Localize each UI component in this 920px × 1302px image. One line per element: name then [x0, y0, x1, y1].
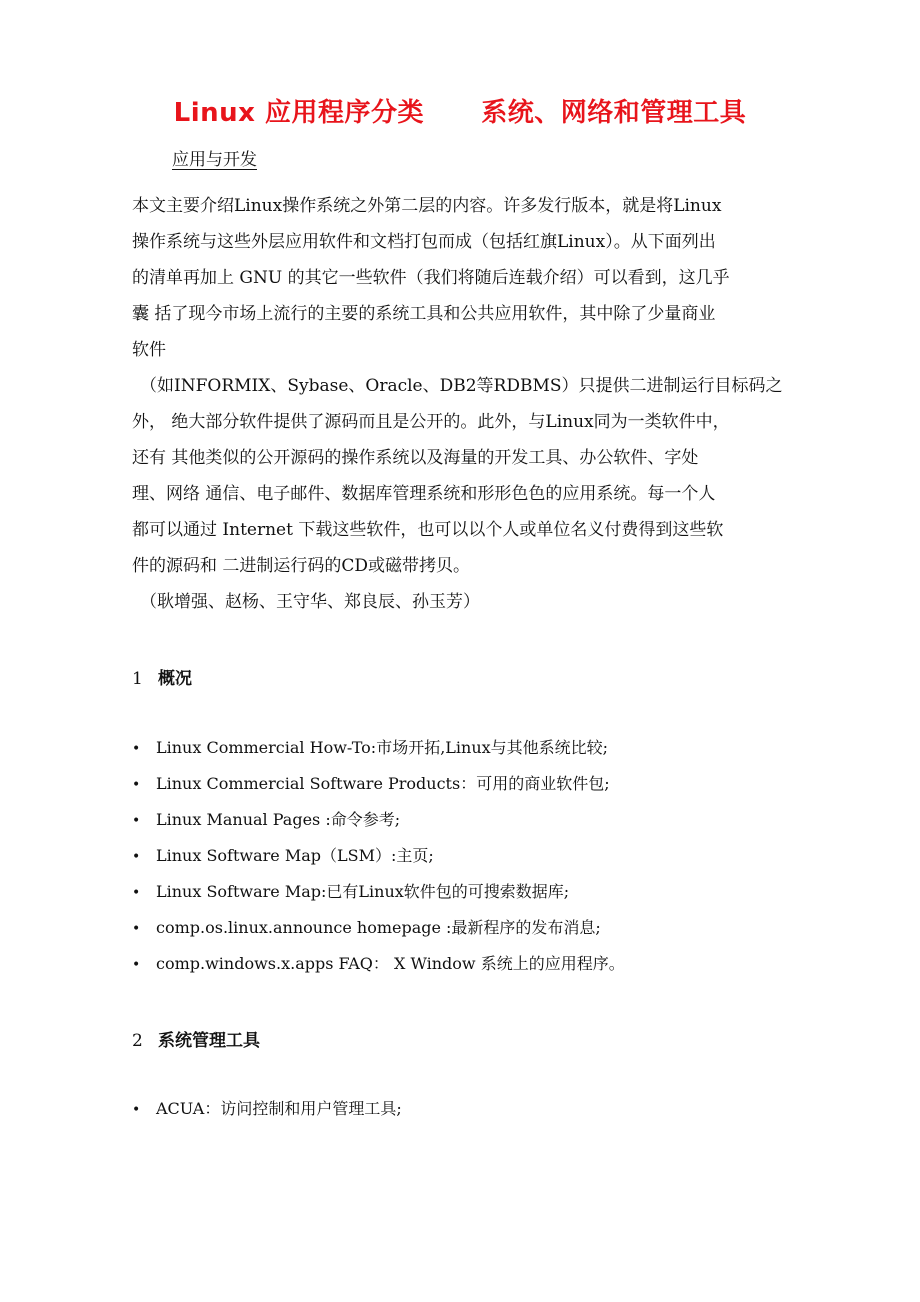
list-item-text: Linux Software Map:已有Linux软件包的可搜索数据库; [156, 882, 570, 901]
section-heading-1 [132, 664, 192, 689]
intro-line: 外， 绝大部分软件提供了源码而且是公开的。此外，与Linux同为一类软件中， [132, 412, 730, 432]
document-subtitle: 应用与开发 [172, 150, 257, 170]
list-item-text: Linux Software Map（LSM）:主页; [156, 846, 434, 865]
intro-line: 件的源码和 二进制运行码的CD或磁带拷贝。 [132, 556, 471, 576]
intro-line: （如INFORMIX、Sybase、Oracle、DB2等RDBMS）只提供二进制运行目标码之 [140, 376, 783, 396]
list-item [132, 910, 625, 946]
section-number: 1 [132, 669, 143, 689]
list-item-text: Linux Commercial Software Products：可用的商业软件包; [156, 774, 610, 793]
intro-paragraph [132, 188, 792, 620]
list-item [132, 874, 625, 910]
bullet-icon: • [132, 957, 141, 973]
intro-line: 的清单再加上 GNU 的其它一些软件（我们将随后连载介绍）可以看到，这几乎 [132, 268, 730, 288]
section-1-list [132, 730, 625, 982]
authors-line: （耿增强、赵杨、王守华、郑良辰、孙玉芳） [140, 592, 480, 612]
intro-line: 操作系统与这些外层应用软件和文档打包而成（包括红旗Linux）。从下面列出 [132, 232, 716, 252]
section-title: 概况 [158, 669, 192, 689]
bullet-icon: • [132, 921, 141, 937]
intro-line: 都可以通过 Internet 下载这些软件，也可以以个人或单位名义付费得到这些软 [132, 520, 724, 540]
list-item [132, 766, 625, 802]
document-title: Linux 应用程序分类 系统、网络和管理工具 [173, 98, 747, 128]
intro-line: 囊 括了现今市场上流行的主要的系统工具和公共应用软件，其中除了少量商业 [132, 304, 716, 324]
bullet-icon: • [132, 741, 141, 757]
section-2-list [132, 1091, 402, 1127]
bullet-icon: • [132, 813, 141, 829]
list-item [132, 946, 625, 982]
bullet-icon: • [132, 777, 141, 793]
section-heading-2 [132, 1026, 260, 1051]
section-number: 2 [132, 1031, 143, 1051]
list-item-text: Linux Commercial How-To:市场开拓,Linux与其他系统比较; [156, 738, 609, 757]
section-title: 系统管理工具 [158, 1031, 260, 1051]
bullet-icon: • [132, 1102, 141, 1118]
bullet-icon: • [132, 849, 141, 865]
list-item-text: ACUA：访问控制和用户管理工具; [156, 1099, 402, 1118]
list-item-text: comp.os.linux.announce homepage :最新程序的发布消息; [156, 918, 601, 937]
intro-line: 软件 [132, 340, 166, 360]
intro-line: 还有 其他类似的公开源码的操作系统以及海量的开发工具、办公软件、字处 [132, 448, 699, 468]
bullet-icon: • [132, 885, 141, 901]
list-item-text: Linux Manual Pages :命令参考; [156, 810, 401, 829]
list-item [132, 1091, 402, 1127]
list-item-text: comp.windows.x.apps FAQ： X Window 系统上的应用程序。 [156, 954, 625, 973]
intro-line: 本文主要介绍Linux操作系统之外第二层的内容。许多发行版本，就是将Linux [132, 196, 722, 216]
list-item [132, 838, 625, 874]
list-item [132, 730, 625, 766]
list-item [132, 802, 625, 838]
intro-line: 理、网络 通信、电子邮件、数据库管理系统和形形色色的应用系统。每一个人 [132, 484, 716, 504]
